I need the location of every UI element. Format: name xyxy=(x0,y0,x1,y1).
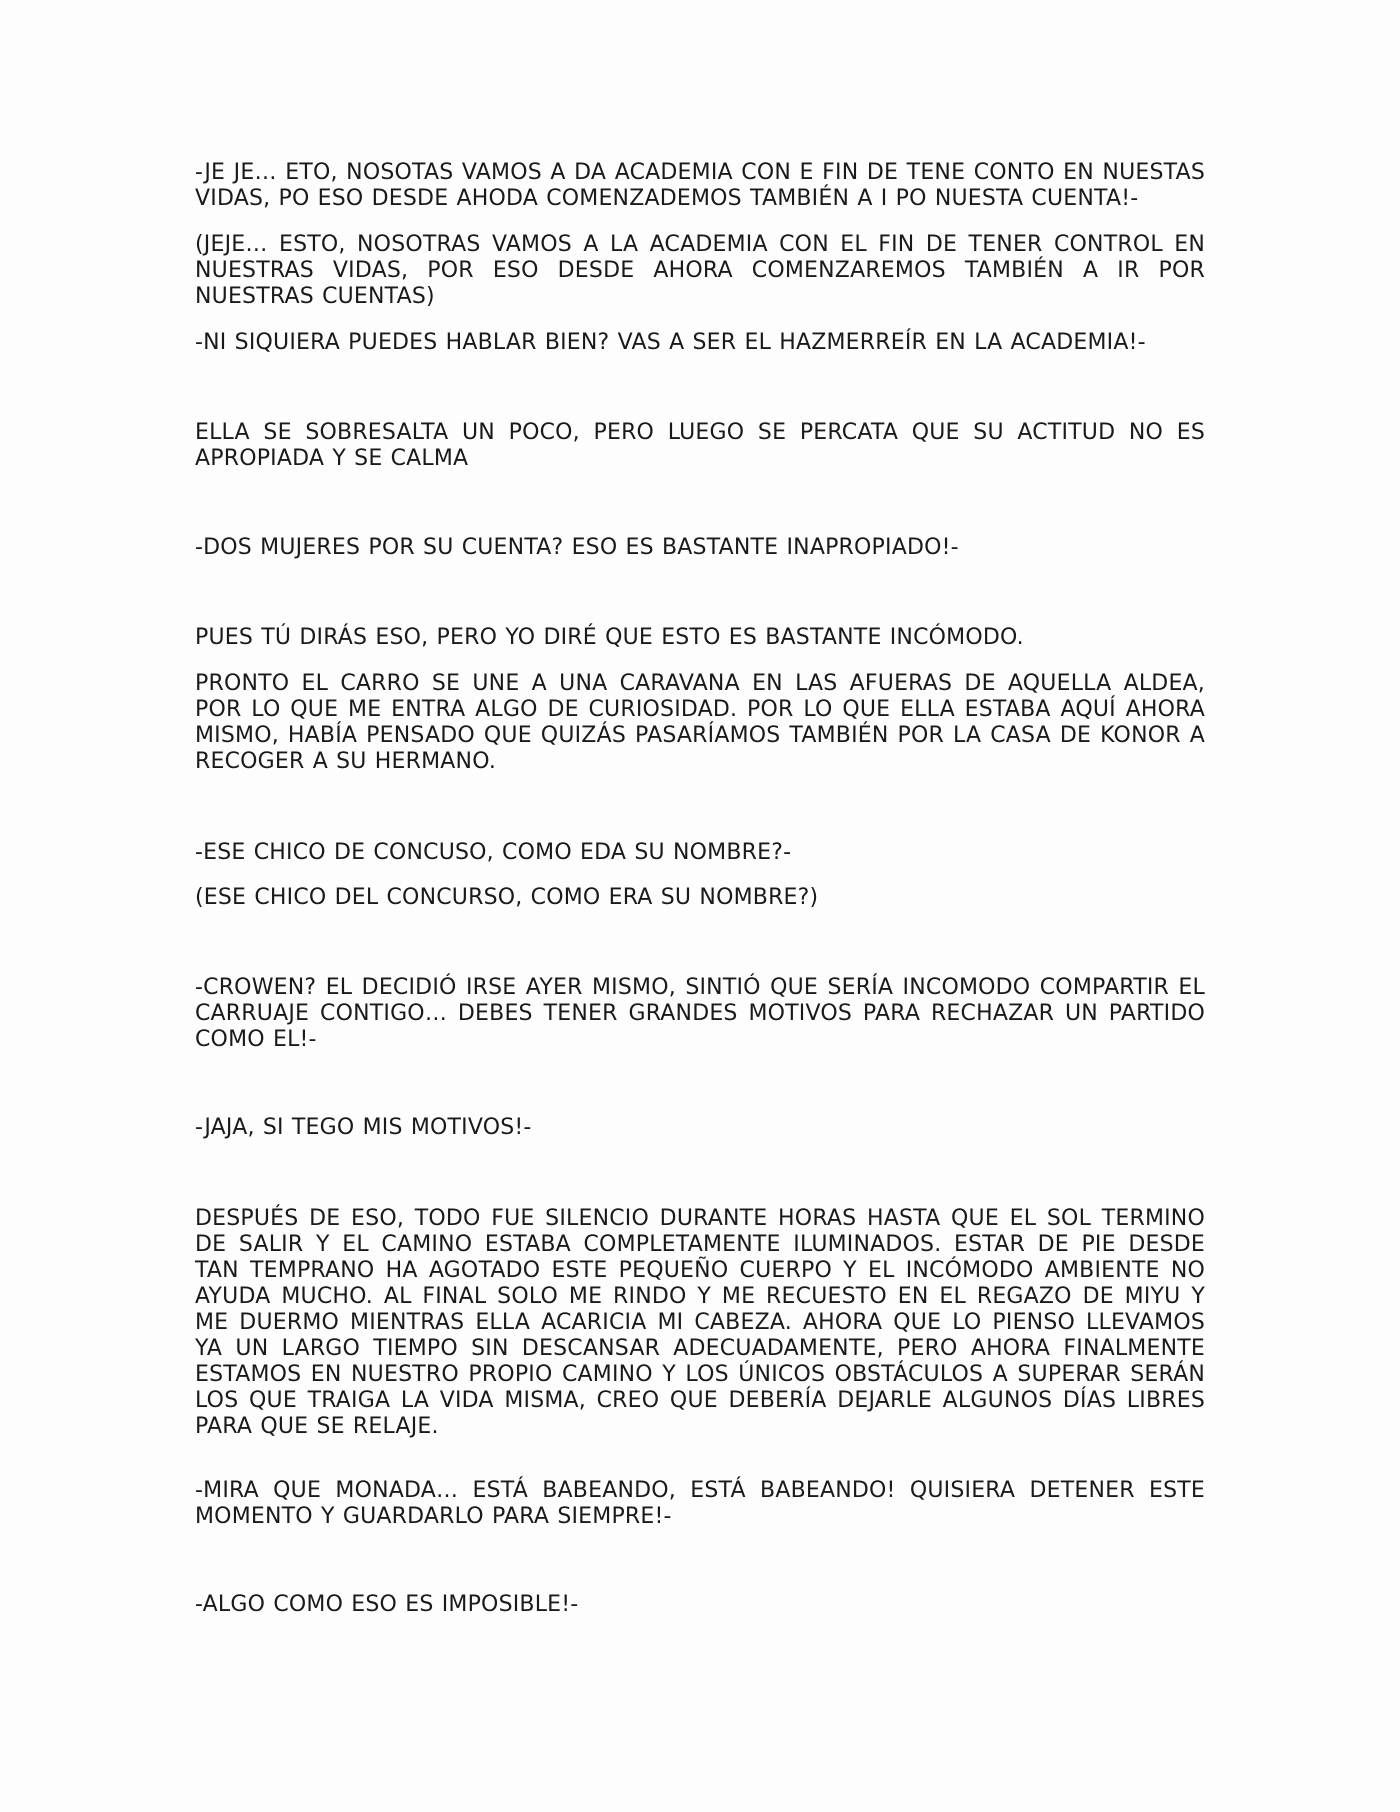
paragraph-dialogue-3: -DOS MUJERES POR SU CUENTA? ESO ES BASTANTE INAPROPIADO!- xyxy=(195,535,959,560)
paragraph-dialogue-8: -ALGO COMO ESO ES IMPOSIBLE!- xyxy=(195,1592,579,1617)
paragraph-translation-2: (ESE CHICO DEL CONCURSO, COMO ERA SU NOMBRE?) xyxy=(195,885,819,910)
paragraph-translation-1: (JEJE… ESTO, NOSOTRAS VAMOS A LA ACADEMIA CON EL FIN DE TENER CONTROL EN NUESTRAS VIDAS, POR ESO DESDE AHORA COMENZAREMOS TAMBIÉN A IR POR NUESTRAS CUENTAS) xyxy=(195,232,1205,309)
paragraph-dialogue-6: -JAJA, SI TEGO MIS MOTIVOS!- xyxy=(195,1115,532,1140)
paragraph-narration-3: PRONTO EL CARRO SE UNE A UNA CARAVANA EN LAS AFUERAS DE AQUELLA ALDEA, POR LO QUE ME ENTRA ALGO DE CURIOSIDAD. POR LO QUE ELLA ESTABA AQUÍ AHORA MISMO, HABÍA PENSADO QUE QUIZÁS PASARÍAMOS TAMBIÉN POR LA CASA DE KONOR A RECOGER A SU HERMANO. xyxy=(195,671,1205,774)
paragraph-dialogue-7: -MIRA QUE MONADA… ESTÁ BABEANDO, ESTÁ BABEANDO! QUISIERA DETENER ESTE MOMENTO Y GUARDARLO PARA SIEMPRE!- xyxy=(195,1478,1205,1529)
paragraph-dialogue-5: -CROWEN? EL DECIDIÓ IRSE AYER MISMO, SINTIÓ QUE SERÍA INCOMODO COMPARTIR EL CARRUAJE CONTIGO… DEBES TENER GRANDES MOTIVOS PARA RECHAZAR UN PARTIDO COMO EL!- xyxy=(195,975,1205,1052)
paragraph-dialogue-1: -JE JE… ETO, NOSOTAS VAMOS A DA ACADEMIA CON E FIN DE TENE CONTO EN NUESTAS VIDAS, PO ESO DESDE AHODA COMENZADEMOS TAMBIÉN A I PO NUESTA CUENTA!- xyxy=(195,160,1205,211)
paragraph-dialogue-4: -ESE CHICO DE CONCUSO, COMO EDA SU NOMBRE?- xyxy=(195,840,792,865)
paragraph-dialogue-2: -NI SIQUIERA PUEDES HABLAR BIEN? VAS A SER EL HAZMERREÍR EN LA ACADEMIA!- xyxy=(195,330,1146,355)
paragraph-narration-2: PUES TÚ DIRÁS ESO, PERO YO DIRÉ QUE ESTO ES BASTANTE INCÓMODO. xyxy=(195,625,1024,650)
paragraph-narration-4: DESPUÉS DE ESO, TODO FUE SILENCIO DURANTE HORAS HASTA QUE EL SOL TERMINO DE SALIR Y EL CAMINO ESTABA COMPLETAMENTE ILUMINADOS. ESTAR DE PIE DESDE TAN TEMPRANO HA AGOTADO ESTE PEQUEÑO CUERPO Y EL INCÓMODO AMBIENTE NO AYUDA MUCHO. AL FINAL SOLO ME RINDO Y ME RECUESTO EN EL REGAZO DE MIYU Y ME DUERMO MIENTRAS ELLA ACARICIA MI CABEZA. AHORA QUE LO PIENSO LLEVAMOS YA UN LARGO TIEMPO SIN DESCANSAR ADECUADAMENTE, PERO AHORA FINALMENTE ESTAMOS EN NUESTRO PROPIO CAMINO Y LOS ÚNICOS OBSTÁCULOS A SUPERAR SERÁN LOS QUE TRAIGA LA VIDA MISMA, CREO QUE DEBERÍA DEJARLE ALGUNOS DÍAS LIBRES PARA QUE SE RELAJE. xyxy=(195,1206,1205,1439)
paragraph-narration-1: ELLA SE SOBRESALTA UN POCO, PERO LUEGO SE PERCATA QUE SU ACTITUD NO ES APROPIADA Y SE CALMA xyxy=(195,420,1205,471)
